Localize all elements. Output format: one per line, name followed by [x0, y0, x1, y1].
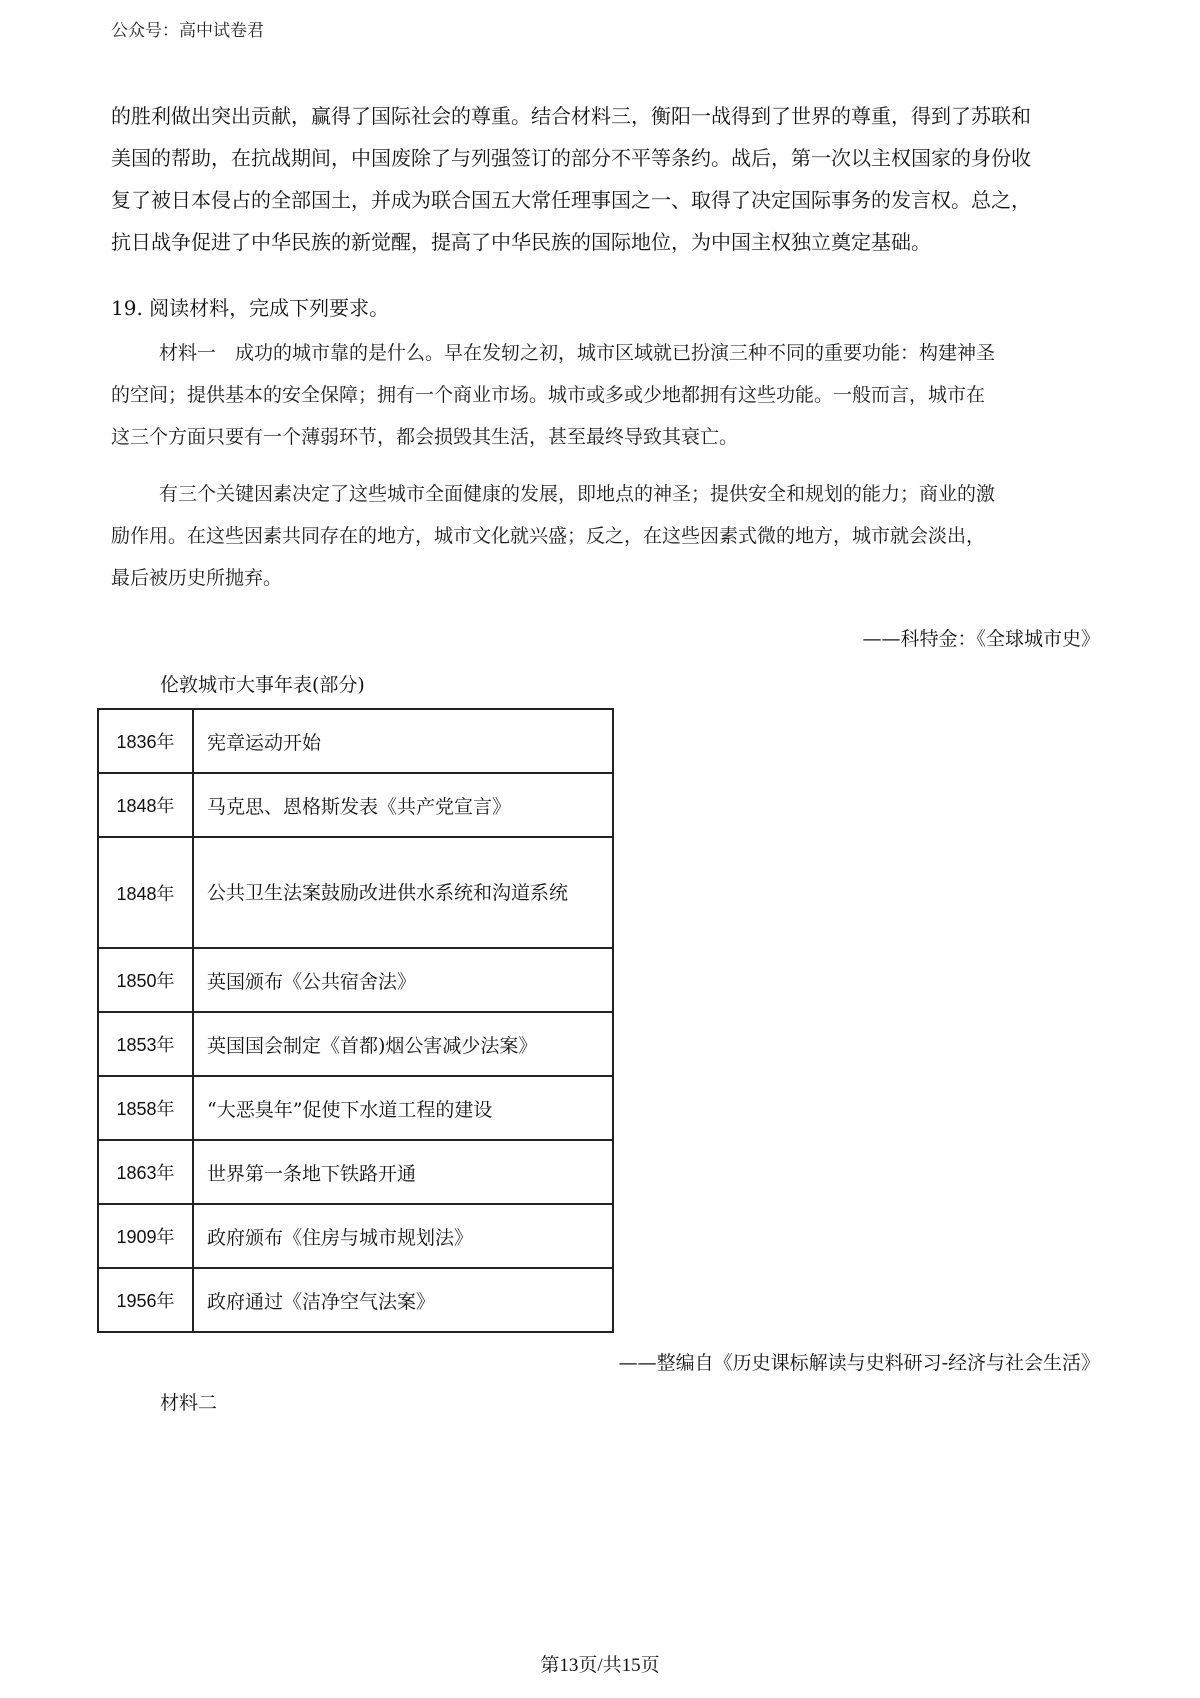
material-one-paragraph-2 — [111, 473, 1101, 599]
table-source: ——整编自《历史课标解读与史料研习-经济与社会生活》 — [618, 1352, 1100, 1374]
question-title: 19. 阅读材料，完成下列要求。 — [111, 296, 390, 320]
event-cell: 宪章运动开始 — [193, 709, 613, 773]
page-header: 公众号：高中试卷君 — [111, 21, 264, 41]
event-cell: 公共卫生法案鼓励改进供水系统和沟道系统 — [193, 837, 613, 948]
material-two-label: 材料二 — [160, 1392, 218, 1414]
intro-line: 的胜利做出突出贡献，赢得了国际社会的尊重。结合材料三，衡阳一战得到了世界的尊重，得到了苏联和 — [111, 104, 1031, 128]
year-cell: 1853年 — [98, 1012, 193, 1076]
intro-line: 抗日战争促进了中华民族的新觉醒，提高了中华民族的国际地位，为中国主权独立奠定基础。 — [111, 230, 931, 254]
material-line: 最后被历史所抛弃。 — [111, 567, 283, 589]
year-cell: 1863年 — [98, 1140, 193, 1204]
year-cell: 1858年 — [98, 1076, 193, 1140]
year-cell: 1848年 — [98, 773, 193, 837]
year-cell: 1850年 — [98, 948, 193, 1012]
material-one-source: ——科特金：《全球城市史》 — [862, 628, 1100, 650]
event-cell: “大恶臭年”促使下水道工程的建设 — [193, 1076, 613, 1140]
year-cell: 1836年 — [98, 709, 193, 773]
table-row — [98, 1076, 613, 1140]
table-row — [98, 1140, 613, 1204]
event-cell: 英国颁布《公共宿舍法》 — [193, 948, 613, 1012]
intro-paragraph — [111, 95, 1101, 263]
table-row — [98, 709, 613, 773]
table-row — [98, 773, 613, 837]
year-cell: 1909年 — [98, 1204, 193, 1268]
event-cell: 世界第一条地下铁路开通 — [193, 1140, 613, 1204]
material-one-paragraph-1 — [111, 332, 1101, 458]
table-row — [98, 1204, 613, 1268]
event-cell: 政府通过《洁净空气法案》 — [193, 1268, 613, 1332]
year-cell: 1956年 — [98, 1268, 193, 1332]
event-cell: 马克思、恩格斯发表《共产党宣言》 — [193, 773, 613, 837]
table-row — [98, 837, 613, 948]
material-line: 励作用。在这些因素共同存在的地方，城市文化就兴盛；反之，在这些因素式微的地方，城市就会淡出， — [111, 525, 986, 547]
page-number: 第13页/共15页 — [540, 1655, 660, 1676]
material-line: 这三个方面只要有一个薄弱环节，都会损毁其生活，甚至最终导致其衰亡。 — [111, 426, 739, 448]
material-line: 材料一 成功的城市靠的是什么。早在发轫之初，城市区域就已扮演三种不同的重要功能：构建神圣 — [159, 342, 996, 364]
material-line: 有三个关键因素决定了这些城市全面健康的发展，即地点的神圣；提供安全和规划的能力；商业的激 — [159, 483, 996, 505]
table-caption: 伦敦城市大事年表(部分) — [160, 674, 365, 696]
intro-line: 美国的帮助，在抗战期间，中国废除了与列强签订的部分不平等条约。战后，第一次以主权国家的身份收 — [111, 146, 1031, 170]
year-cell: 1848年 — [98, 837, 193, 948]
event-cell: 政府颁布《住房与城市规划法》 — [193, 1204, 613, 1268]
intro-line: 复了被日本侵占的全部国土，并成为联合国五大常任理事国之一、取得了决定国际事务的发言权。总之， — [111, 188, 1031, 212]
table-row — [98, 948, 613, 1012]
material-line: 的空间；提供基本的安全保障；拥有一个商业市场。城市或多或少地都拥有这些功能。一般而言，城市在 — [111, 384, 986, 406]
table-row — [98, 1268, 613, 1332]
event-cell: 英国国会制定《首都)烟公害减少法案》 — [193, 1012, 613, 1076]
london-timeline-table — [97, 708, 614, 1333]
table-row — [98, 1012, 613, 1076]
